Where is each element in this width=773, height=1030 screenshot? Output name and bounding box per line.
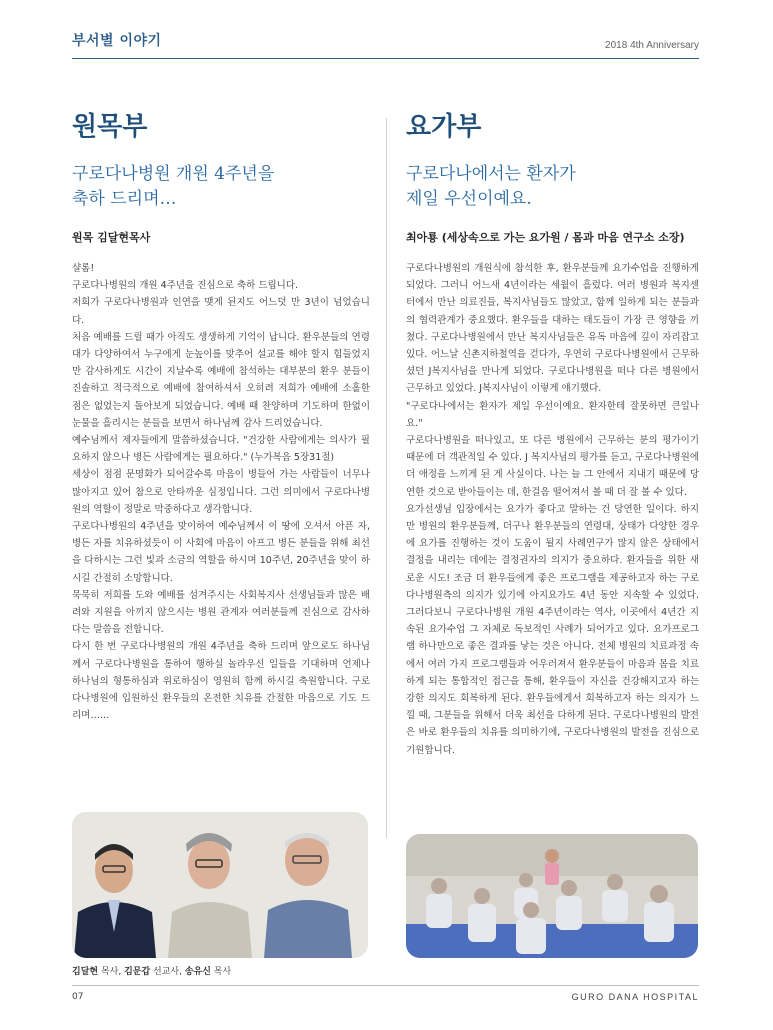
- yoga-class-illustration: [406, 834, 698, 958]
- caption-name-1: 김달현: [72, 967, 99, 977]
- article-body: [406, 260, 699, 759]
- caption-name-2: 김문갑: [124, 967, 151, 977]
- paragraph: 예수님께서 제자들에게 말씀하셨습니다. "건강한 사람에게는 의사가 필요하지 않으나 병든 사람에게는 필요하다." (누가복음 5장31절): [72, 435, 370, 464]
- paragraph: 구로다나병원의 개원식에 참석한 후, 환우분들께 요가수업을 진행하게 되었다. 그러니 어느새 4년이라는 세월이 흘렀다. 여러 병원과 복지센터에서 만난 의료진들, 복지사님들도 많았고, 함께 일하게 되는 분들과의 협력관계가 중요했다. 환우들을 대하는 태도들이 가장 큰 영향을 끼쳤다. 구로다나병원에서 만난 복지사님들은 유독 마음에 깊이 자리잡고 있다. 어느날 신촌지하철역을 걷다가, 우연히 구로다나병원에서 근무하셨던 J복지사님을 만나게 되었다. 구로다나병원을 떠나 다른 병원에서 근무하고 있었다. J복지사님이 이렇게 얘기했다.: [406, 263, 699, 395]
- article-body: [72, 260, 370, 724]
- article-headline: [72, 162, 370, 212]
- edition-label: 2018 4th Anniversary: [605, 40, 699, 51]
- headline-line-2: 축하 드리며…: [72, 189, 177, 209]
- caption-title-2: 선교사,: [150, 967, 185, 977]
- footer-divider: [72, 985, 699, 986]
- caption-title-1: 목사,: [98, 967, 125, 977]
- author-byline: 최아룡 (세상속으로 가는 요가원 / 몸과 마음 연구소 소장): [406, 231, 685, 244]
- paragraph: 처음 예배를 드릴 때가 아직도 생생하게 기억이 납니다. 환우분들의 연령대가 다양하여서 누구에게 눈높이를 맞추어 설교를 해야 할지 힘들었지만 감사하게도 시간이 지날수록 예배에 참석하는 대부분의 환우 분들이 진솔하고 적극적으로 예배에 참여하셔서 오히려 저희가 예배에 소홀한 점은 없었는지 돌아보게 되었습니다. 예배 때 찬양하며 기도하며 한없이 눈물을 흘리시는 분들을 보면서 하나님께 감사 드리었습니다.: [72, 331, 370, 429]
- dept-title-yoga: 요가부: [406, 112, 482, 142]
- yoga-article: [406, 110, 699, 759]
- paragraph: 요가선생님 입장에서는 요가가 좋다고 말하는 건 당연한 일이다. 하지만 병원의 환우분들께, 더구나 환우분들의 연령대, 상태가 다양한 경우에 요가를 진행하는 것이 도움이 될지 사례연구가 많지 않은 상태에서 결정을 내리는 데에는 결정권자의 의지가 중요하다. 환자들을 위한 새로운 시도! 조금 더 환우들에게 좋은 프로그램을 제공하고자 하는 구로다나병원측의 의지가 있기에 아지요가도 4년 동안 지속할 수 있었다. 그러다보니 구로다나병원 개원 4주년이라는 역사, 이곳에서 4년간 지속된 요가수업 그 자체로 독보적인 사례가 되어가고 있다. 요가프로그램 하나만으로 좋은 결과를 낳는 것은 아니다. 전체 병원의 치료과정 속에서 여러 가지 프로그램들과 어우러져서 환우분들이 마음과 몸을 치료하게 되는 통합적인 접근을 통해, 환우들이 자신을 건강해지고자 하는 강한 의지도 회복하게 된다. 환우들에게서 회복하고자 하는 의지가 느낄 때, 그분들을 위해서 더욱 최선을 다하게 된다. 구로다나병원의 발전은 바로 환우들의 치유를 의미하기에, 구로다나병원의 발전을 진심으로 기원합니다.: [406, 503, 699, 756]
- headline-line-1: 구로다나에서는 환자가: [406, 164, 576, 184]
- paragraph: 저희가 구로다나병원과 인연을 맺게 된지도 어느덧 만 3년이 넘었습니다.: [72, 297, 370, 326]
- column-divider: [386, 118, 387, 838]
- section-title: 부서별 이야기: [72, 33, 162, 49]
- author-byline: 원목 김달현목사: [72, 231, 151, 244]
- paragraph: 구로다나병원을 떠나있고, 또 다른 병원에서 근무하는 분의 평가이기 때문에 더 객관적일 수 있다. J 복지사님의 평가를 듣고, 구로다나병원에 더 애정을 느끼게 된 게 사실이다. 나는 늘 그 안에서 지내기 때문에 당연한 것으로 받아들이는 데, 한걸음 떨어져서 볼 때 더 잘 볼 수 있다.: [406, 435, 699, 498]
- pastoral-article: [72, 110, 370, 724]
- photo-three-pastors: [72, 812, 368, 958]
- photo-caption: [72, 964, 231, 977]
- paragraph: 세상이 점점 문명화가 되어갈수록 마음이 병들어 가는 사람들이 너무나 많아지고 있어 참으로 안타까운 심정입니다. 그런 의미에서 구로다나병원의 역할이 정말로 막중하다고 생각합니다.: [72, 469, 370, 515]
- article-headline: [406, 162, 699, 212]
- caption-title-3: 목사: [210, 967, 232, 977]
- dept-title-pastoral: 원목부: [72, 112, 148, 142]
- page-number: 07: [72, 992, 84, 1002]
- photo-yoga-class: [406, 834, 698, 958]
- paragraph: 다시 한 번 구로다나병원의 개원 4주년을 축하 드리며 앞으로도 하나님께서 구로다나병원을 통하여 행하실 놀라우신 일들을 기대하며 언제나 하나님의 형통하심과 위로하심이 영원히 함께 하시길 축원합니다. 구로다나병원에 입원하신 환우들의 온전한 치유를 간절한 마음으로 기도 드리며……: [72, 641, 370, 722]
- paragraph: 구로다나병원의 개원 4주년을 진심으로 축하 드립니다.: [72, 280, 299, 292]
- hospital-name: GURO DANA HOSPITAL: [571, 992, 699, 1002]
- caption-name-3: 송유신: [184, 967, 211, 977]
- header-divider: [72, 58, 699, 59]
- paragraph: 묵묵히 저희를 도와 예배를 섬겨주시는 사회복지사 선생님들과 많은 배려와 지원을 아끼지 않으시는 병원 관계자 여러분들께 진심으로 감사하다는 말씀을 전합니다.: [72, 589, 370, 636]
- paragraph: 샬롬!: [72, 263, 95, 274]
- headline-line-2: 제일 우선이예요.: [406, 189, 532, 209]
- paragraph: "구로다나에서는 환자가 제일 우선이예요. 환자한테 잘못하면 큰일나요.": [406, 400, 699, 429]
- paragraph: 구로다나병원의 4주년을 맞이하여 예수님께서 이 땅에 오셔서 아픈 자, 병든 자를 치유하셨듯이 이 사회에 마음이 아프고 병든 분들을 위해 최선을 다하시는 그런 빛과 소금의 역할을 하시며 10주년, 20주년을 맞이 하시길 간절히 소망합니다.: [72, 521, 370, 584]
- headline-line-1: 구로다나병원 개원 4주년을: [72, 164, 275, 184]
- pastors-illustration: [72, 812, 368, 958]
